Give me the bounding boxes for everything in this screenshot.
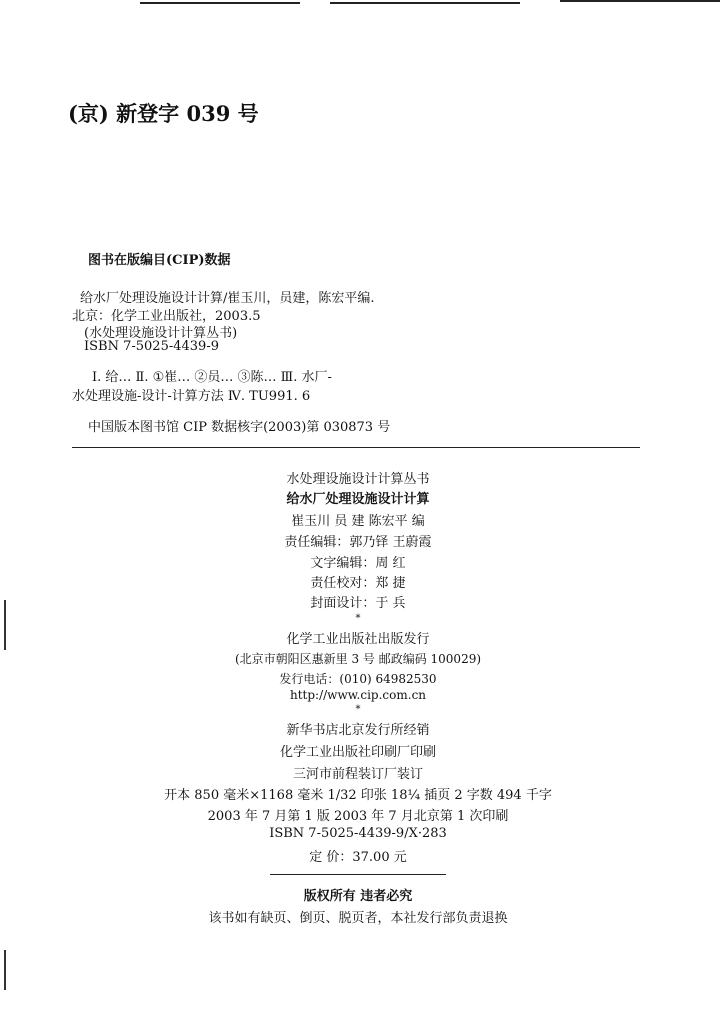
scan-edge-mark [4,950,6,990]
cip-line: 水处理设施-设计-计算方法 Ⅳ. TU991. 6 [72,389,311,404]
cip-line: (水处理设施设计计算丛书) [84,326,238,341]
price: 定 价：37.00 元 [309,850,407,865]
registration-number: (京) 新登字 039 号 [68,101,259,126]
cip-line: ISBN 7-5025-4439-9 [84,339,219,354]
binder: 三河市前程装订厂装订 [292,767,423,782]
cip-line: 北京：化学工业出版社，2003.5 [72,309,261,324]
edition-info: 2003 年 7 月第 1 版 2003 年 7 月北京第 1 次印刷 [207,809,509,824]
isbn: ISBN 7-5025-4439-9/X·283 [269,826,447,841]
text-editor: 文字编辑：周 红 [310,556,406,571]
sales-phone: 发行电话：(010) 64982530 [279,672,437,686]
website: http://www.cip.com.cn [289,688,427,702]
separator-star: * [355,613,361,624]
cover-designer: 封面设计：于 兵 [310,596,406,611]
cip-heading: 图书在版编目(CIP)数据 [88,253,231,268]
distributor: 新华书店北京发行所经销 [286,723,430,738]
top-edge-line [560,0,720,2]
defect-notice: 该书如有缺页、倒页、脱页者，本社发行部负责退换 [208,911,508,926]
section-divider [72,447,640,448]
price-divider [270,874,446,875]
top-edge-line [330,2,520,4]
top-edge-line [140,2,300,4]
responsible-editor: 责任编辑：郭乃铎 王蔚霞 [284,535,432,550]
cip-line: 中国版本图书馆 CIP 数据核字(2003)第 030873 号 [88,420,391,435]
series-title: 水处理设施设计计算丛书 [286,472,430,487]
cip-line: Ⅰ. 给… Ⅱ. ①崔… ②员… ③陈… Ⅲ. 水厂- [92,370,332,385]
publisher-address: (北京市朝阳区惠新里 3 号 邮政编码 100029) [234,652,482,666]
authors: 崔玉川 员 建 陈宏平 编 [291,514,425,529]
separator-star: * [355,704,361,715]
format-info: 开本 850 毫米×1168 毫米 1/32 印张 18¼ 插页 2 字数 494 千字 [164,788,552,803]
printer: 化学工业出版社印刷厂印刷 [279,745,436,760]
proofreader: 责任校对：郑 捷 [310,576,406,591]
publisher: 化学工业出版社出版发行 [286,632,430,647]
copyright-notice: 版权所有 违者必究 [303,889,413,904]
cip-line: 给水厂处理设施设计计算/崔玉川，员建，陈宏平编. [80,291,375,306]
book-title: 给水厂处理设施设计计算 [286,492,430,507]
